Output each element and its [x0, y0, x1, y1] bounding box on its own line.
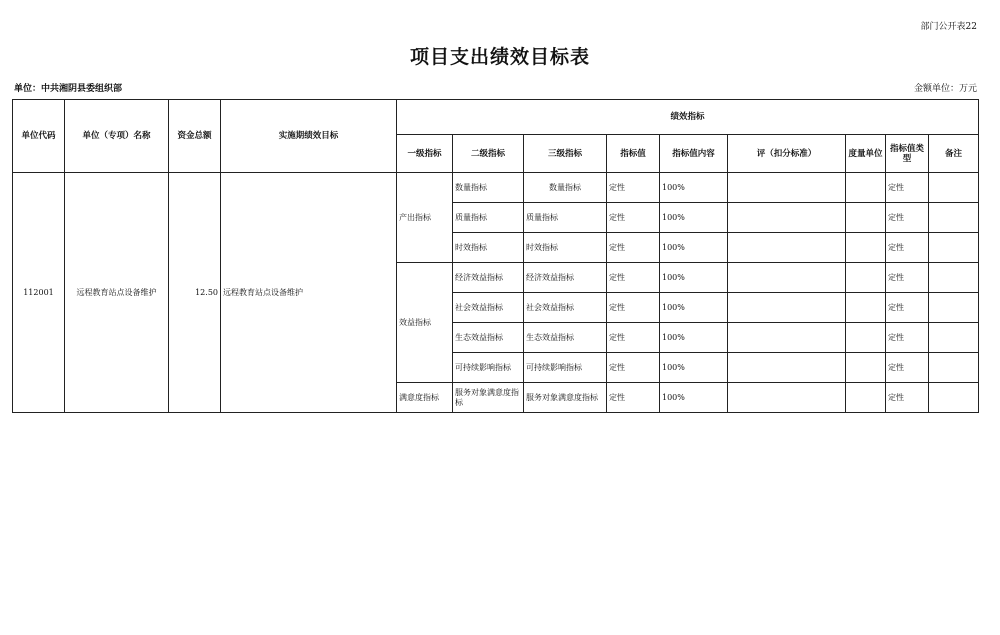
eval-cell	[728, 263, 846, 293]
header-unit-name: 单位（专项）名称	[65, 100, 169, 173]
level3-cell: 经济效益指标	[524, 263, 607, 293]
header-goal: 实施期绩效目标	[221, 100, 397, 173]
header-row-1	[13, 100, 979, 135]
level3-cell: 可持续影响指标	[524, 353, 607, 383]
header-remark: 备注	[929, 135, 979, 173]
value-type-cell: 定性	[886, 173, 929, 203]
value-cell: 定性	[607, 233, 660, 263]
content-cell: 100%	[660, 233, 728, 263]
header-perf-indicators: 绩效指标	[397, 100, 979, 135]
level2-cell: 服务对象满意度指标	[453, 383, 524, 413]
level3-cell: 数量指标	[524, 173, 607, 203]
remark-cell	[929, 233, 979, 263]
measure-cell	[846, 293, 886, 323]
header-unit-code: 单位代码	[13, 100, 65, 173]
level2-cell: 生态效益指标	[453, 323, 524, 353]
goal-cell: 远程教育站点设备维护	[221, 173, 397, 413]
measure-cell	[846, 173, 886, 203]
value-type-cell: 定性	[886, 323, 929, 353]
content-cell: 100%	[660, 353, 728, 383]
remark-cell	[929, 293, 979, 323]
remark-cell	[929, 383, 979, 413]
level3-cell: 时效指标	[524, 233, 607, 263]
performance-table	[12, 99, 979, 413]
unit-code-cell: 112001	[13, 173, 65, 413]
content-cell: 100%	[660, 293, 728, 323]
eval-cell	[728, 233, 846, 263]
remark-cell	[929, 323, 979, 353]
measure-cell	[846, 203, 886, 233]
content-cell: 100%	[660, 263, 728, 293]
page-number: 部门公开表22	[920, 22, 977, 32]
header-level1: 一级指标	[397, 135, 453, 173]
level2-cell: 时效指标	[453, 233, 524, 263]
content-cell: 100%	[660, 323, 728, 353]
value-cell: 定性	[607, 323, 660, 353]
eval-cell	[728, 173, 846, 203]
content-cell: 100%	[660, 383, 728, 413]
remark-cell	[929, 353, 979, 383]
value-type-cell: 定性	[886, 233, 929, 263]
level3-cell: 生态效益指标	[524, 323, 607, 353]
value-type-cell: 定性	[886, 263, 929, 293]
measure-cell	[846, 263, 886, 293]
level3-cell: 服务对象满意度指标	[524, 383, 607, 413]
eval-cell	[728, 323, 846, 353]
page-title: 项目支出绩效目标表	[409, 46, 590, 68]
remark-cell	[929, 263, 979, 293]
header-level3: 三级指标	[524, 135, 607, 173]
level3-cell: 社会效益指标	[524, 293, 607, 323]
level3-cell: 质量指标	[524, 203, 607, 233]
level2-cell: 社会效益指标	[453, 293, 524, 323]
header-value-type: 指标值类型	[886, 135, 929, 173]
eval-cell	[728, 203, 846, 233]
header-level2: 二级指标	[453, 135, 524, 173]
header-content: 指标值内容	[660, 135, 728, 173]
unit-name-cell: 远程教育站点设备维护	[65, 173, 169, 413]
eval-cell	[728, 383, 846, 413]
measure-cell	[846, 383, 886, 413]
level1-cell: 效益指标	[397, 263, 453, 383]
level2-cell: 经济效益指标	[453, 263, 524, 293]
remark-cell	[929, 173, 979, 203]
table-row	[13, 173, 979, 203]
header-value: 指标值	[607, 135, 660, 173]
header-total-funds: 资金总额	[169, 100, 221, 173]
header-measure: 度量单位	[846, 135, 886, 173]
value-type-cell: 定性	[886, 353, 929, 383]
amount-unit-label: 金额单位：万元	[913, 84, 977, 94]
unit-label: 单位：中共湘阴县委组织部	[14, 84, 123, 94]
measure-cell	[846, 353, 886, 383]
level2-cell: 可持续影响指标	[453, 353, 524, 383]
level2-cell: 数量指标	[453, 173, 524, 203]
eval-cell	[728, 353, 846, 383]
value-cell: 定性	[607, 203, 660, 233]
content-cell: 100%	[660, 173, 728, 203]
value-type-cell: 定性	[886, 293, 929, 323]
level1-cell: 产出指标	[397, 173, 453, 263]
measure-cell	[846, 323, 886, 353]
value-type-cell: 定性	[886, 383, 929, 413]
value-cell: 定性	[607, 293, 660, 323]
remark-cell	[929, 203, 979, 233]
value-cell: 定性	[607, 263, 660, 293]
value-cell: 定性	[607, 353, 660, 383]
value-type-cell: 定性	[886, 203, 929, 233]
header-eval: 评（扣分标准）	[728, 135, 846, 173]
level1-cell: 满意度指标	[397, 383, 453, 413]
value-cell: 定性	[607, 173, 660, 203]
amount-cell: 12.50	[169, 173, 221, 413]
level2-cell: 质量指标	[453, 203, 524, 233]
content-cell: 100%	[660, 203, 728, 233]
eval-cell	[728, 293, 846, 323]
measure-cell	[846, 233, 886, 263]
value-cell: 定性	[607, 383, 660, 413]
